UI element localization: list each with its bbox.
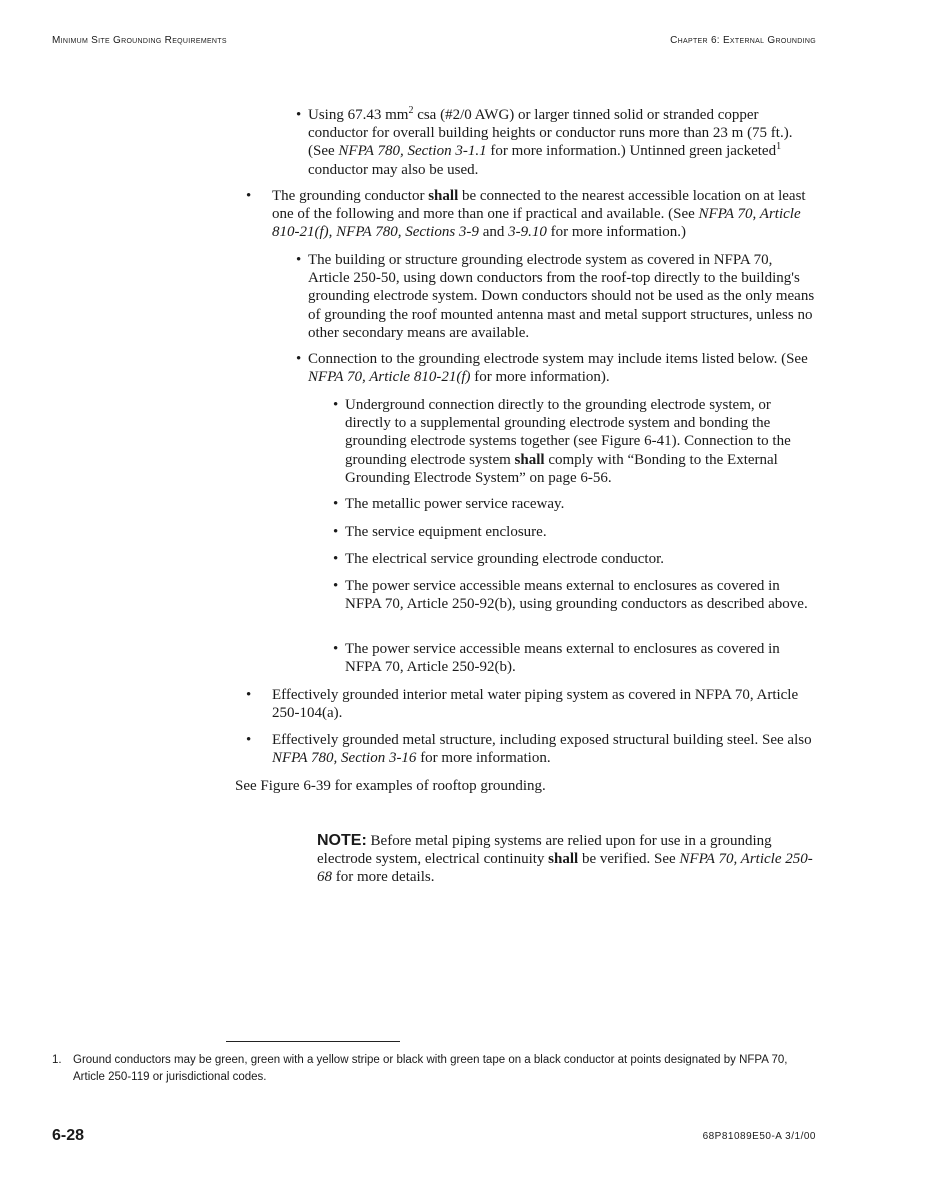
document-id: 68P81089E50-A 3/1/00 [702,1131,816,1142]
list-item-text: The power service accessible means external to enclosures as covered in NFPA 70, Article 250-92(b). [345,641,780,676]
list-item-text: The electrical service grounding electrode conductor. [345,551,665,567]
note-label: NOTE: [317,832,367,849]
bullet-icon: • [246,687,252,703]
footnote-divider [226,1041,400,1042]
list-item [246,731,816,767]
bullet-icon: • [296,252,302,268]
footnote-number: 1. [52,1054,62,1066]
list-item [333,577,817,613]
list-item [296,350,816,386]
list-item [333,640,817,676]
bullet-icon: • [296,107,302,123]
bullet-icon: • [296,351,302,367]
list-item-text: The power service accessible means external to enclosures as covered in NFPA 70, Article 250-92(b), using grounding conductors as described above. [345,578,808,613]
bullet-icon: • [333,551,339,567]
list-item [246,187,816,242]
footnote-text: Ground conductors may be green, green with a yellow stripe or black with green tape on a black conductor at points designated by NFPA 70, Article 250-119 or jurisdictional codes. [73,1054,788,1083]
footnote-reference[interactable]: 1 [776,141,782,153]
list-item-text: The service equipment enclosure. [345,524,547,540]
list-item [333,495,817,513]
footnote [52,1052,812,1086]
note-block: NOTE: Before metal piping systems are relied upon for use in a grounding electrode system, electrical continuity shall be verified. See NFPA 70, Article 250-68 for more details. [317,832,813,886]
bullet-icon: • [333,397,339,413]
bullet-icon: • [246,188,252,204]
list-item-text: Underground connection directly to the grounding electrode system, or directly to a supplemental grounding electrode system and bonding the grounding electrode systems together (see Figure 6-41). Connection to the grounding electrode system shall comply with “Bonding to the External Grounding Electrode System” on page 6-56. [345,397,791,486]
list-item-text: The building or structure grounding electrode system as covered in NFPA 70, Article 250-50, using down conductors from the roof-top directly to the building's grounding electrode system. Down conductors should not be used as the only means of grounding the roof mounted antenna mast and metal support structures, unless no other secondary means are available. [308,252,815,341]
list-item-text: Using 67.43 $mm^2$ csa (#2/0 AWG) or larger tinned solid or stranded copper conductor for overall building heights or conductor runs more than 23 m (75 ft.). (See NFPA 780, Section 3-1.1 for more information.) Untinned green jacketed$^1$ conductor may also be used. [308,105,793,178]
list-item [246,686,816,722]
see-figure-paragraph: See Figure 6-39 for examples of rooftop grounding. [235,778,546,794]
list-item-text: The grounding conductor shall be connected to the nearest accessible location on at least one of the following and more than one if practical and available. (See NFPA 70, Article 810-21(f), NFPA 780, Sections 3-9 and 3-9.10 for more information.) [272,188,806,241]
bullet-icon: • [333,524,339,540]
list-item [333,396,817,487]
running-header-left: Minimum Site Grounding Requirements [52,35,227,46]
list-item-text: Effectively grounded metal structure, including exposed structural building steel. See also NFPA 780, Section 3-16 for more information. [272,732,812,767]
list-item-text: Effectively grounded interior metal water piping system as covered in NFPA 70, Article 250-104(a). [272,687,799,722]
bullet-icon: • [333,578,339,594]
list-item [296,251,816,342]
list-item [333,550,817,568]
page-number: 6-28 [52,1127,85,1144]
bullet-icon: • [333,641,339,657]
list-item-text: Connection to the grounding electrode system may include items listed below. (See NFPA 70, Article 810-21(f) for more information). [308,351,808,386]
list-item [333,523,817,541]
list-item [296,106,816,179]
bullet-icon: • [333,496,339,512]
bullet-icon: • [246,732,252,748]
list-item-text: The metallic power service raceway. [345,496,565,512]
running-header-right: Chapter 6: External Grounding [670,35,816,46]
